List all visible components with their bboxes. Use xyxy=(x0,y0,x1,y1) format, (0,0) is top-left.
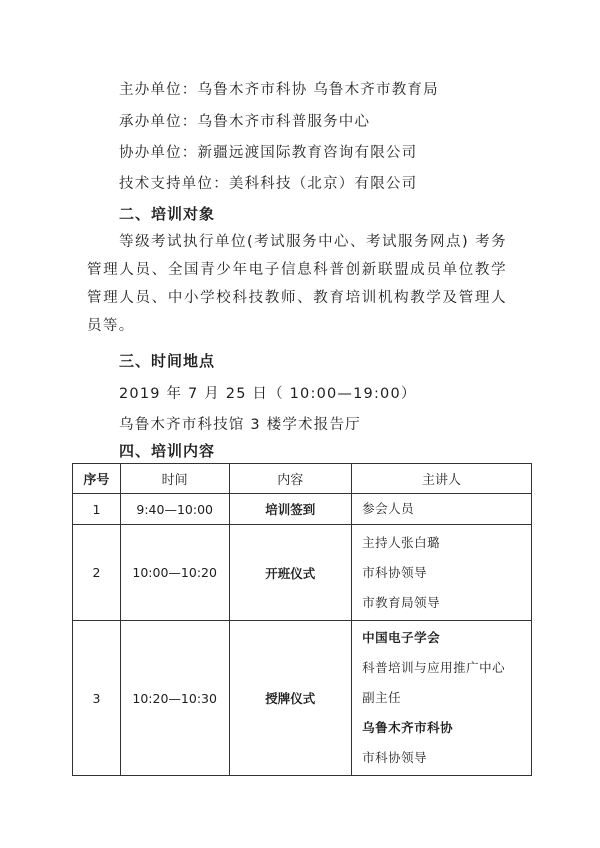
organizer-line-4: 技术支持单位：美科科技（北京）有限公司 xyxy=(119,176,418,192)
row-speakers xyxy=(352,525,532,621)
row-time: 10:00—10:20 xyxy=(120,525,229,621)
speaker-line: 市教育局领导 xyxy=(362,594,441,610)
speaker-line: 副主任 xyxy=(362,690,402,705)
schedule-table xyxy=(72,463,532,776)
trainees-paragraph xyxy=(87,228,507,340)
speaker-line: 中国电子学会 xyxy=(362,630,441,645)
speaker-line: 市科协领导 xyxy=(362,750,428,765)
speaker-line: 市科协领导 xyxy=(362,564,428,580)
row-time: 10:20—10:30 xyxy=(120,621,229,776)
event-time: 2019 年 7 月 25 日（ 10:00—19:00） xyxy=(119,386,417,402)
header-time: 时间 xyxy=(120,464,229,494)
table-row xyxy=(73,525,532,621)
row-number: 1 xyxy=(73,494,121,525)
section-heading-trainees: 二、培训对象 xyxy=(119,205,216,223)
table-row xyxy=(73,494,532,525)
header-speaker: 主讲人 xyxy=(352,464,532,494)
header-content: 内容 xyxy=(229,464,352,494)
organizer-line-2: 承办单位：乌鲁木齐市科普服务中心 xyxy=(119,114,371,130)
row-speakers xyxy=(352,494,532,525)
organizer-line-1: 主办单位：乌鲁木齐市科协 乌鲁木齐市教育局 xyxy=(119,82,439,98)
speaker-line: 乌鲁木齐市科协 xyxy=(362,720,454,735)
speaker-line: 主持人张白璐 xyxy=(362,534,441,550)
row-content: 开班仪式 xyxy=(229,525,352,621)
row-number: 3 xyxy=(73,621,121,776)
row-content: 培训签到 xyxy=(229,494,352,525)
row-content: 授牌仪式 xyxy=(229,621,352,776)
row-speakers xyxy=(352,621,532,776)
row-time: 9:40—10:00 xyxy=(120,494,229,525)
event-place: 乌鲁木齐市科技馆 3 楼学术报告厅 xyxy=(119,417,361,433)
trainees-text: 等级考试执行单位(考试服务中心、考试服务网点) 考务管理人员、全国青少年电子信息科普创新联盟成员单位教学管理人员、中小学校科技教师、教育培训机构教学及管理人员等。 xyxy=(87,234,507,334)
section-heading-time-place: 三、时间地点 xyxy=(119,352,216,370)
table-header-row xyxy=(73,464,532,494)
table-row xyxy=(73,621,532,776)
speaker-line: 参会人员 xyxy=(362,501,415,516)
organizer-line-3: 协办单位：新疆远渡国际教育咨询有限公司 xyxy=(119,145,418,161)
header-no: 序号 xyxy=(73,464,121,494)
section-heading-content: 四、培训内容 xyxy=(119,442,216,460)
speaker-line: 科普培训与应用推广中心 xyxy=(362,660,506,675)
row-number: 2 xyxy=(73,525,121,621)
